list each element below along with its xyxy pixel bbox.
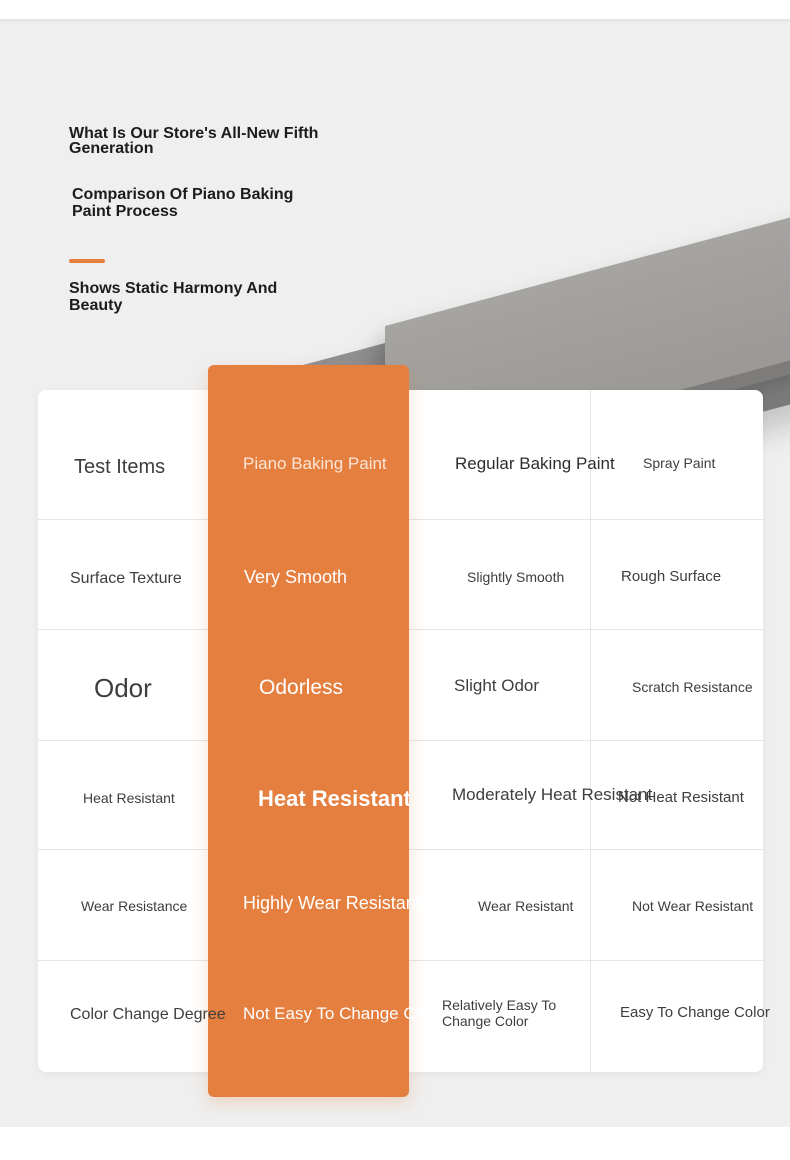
header-regular-baking-paint: Regular Baking Paint bbox=[455, 454, 615, 473]
accent-divider bbox=[69, 259, 105, 263]
row-label-color-change: Color Change Degree bbox=[70, 1006, 226, 1023]
piano-heat-resistant: Heat Resistant bbox=[258, 786, 411, 811]
regular-wear-resistance: Wear Resistant bbox=[478, 898, 574, 914]
header-piano-baking-paint: Piano Baking Paint bbox=[243, 454, 387, 473]
piano-color-change: Not Easy To Change Color bbox=[243, 1004, 444, 1023]
piano-paint-highlight-column bbox=[208, 365, 409, 1097]
regular-surface-texture: Slightly Smooth bbox=[467, 569, 565, 585]
tagline: Shows Static Harmony And Beauty bbox=[69, 280, 278, 314]
row-label-surface-texture: Surface Texture bbox=[70, 570, 182, 587]
spray-wear-resistance: Not Wear Resistant bbox=[632, 898, 754, 914]
regular-heat-resistant: Moderately Heat Resistant bbox=[452, 785, 653, 804]
piano-odor: Odorless bbox=[259, 676, 344, 699]
row-label-odor: Odor bbox=[94, 673, 152, 703]
regular-odor: Slight Odor bbox=[454, 676, 540, 695]
spray-surface-texture: Rough Surface bbox=[621, 568, 722, 585]
headline: What Is Our Store's All-New Fifth Generation bbox=[69, 125, 319, 157]
regular-color-change: Relatively Easy To Change Color bbox=[442, 997, 557, 1029]
top-strip bbox=[0, 0, 790, 19]
piano-surface-texture: Very Smooth bbox=[244, 567, 348, 587]
column-divider bbox=[590, 390, 591, 1072]
row-label-wear-resistance: Wear Resistance bbox=[81, 898, 188, 914]
header-test-items: Test Items bbox=[74, 456, 166, 478]
row-label-heat-resistant: Heat Resistant bbox=[83, 790, 175, 806]
subhead: Comparison Of Piano Baking Paint Process bbox=[72, 186, 294, 220]
spray-heat-resistant: Not Heat Resistant bbox=[618, 789, 744, 806]
spray-color-change: Easy To Change Color bbox=[620, 1004, 770, 1021]
piano-wear-resistance: Highly Wear Resistant bbox=[243, 893, 421, 913]
spray-odor: Scratch Resistance bbox=[632, 679, 753, 695]
header-spray-paint: Spray Paint bbox=[643, 455, 716, 471]
